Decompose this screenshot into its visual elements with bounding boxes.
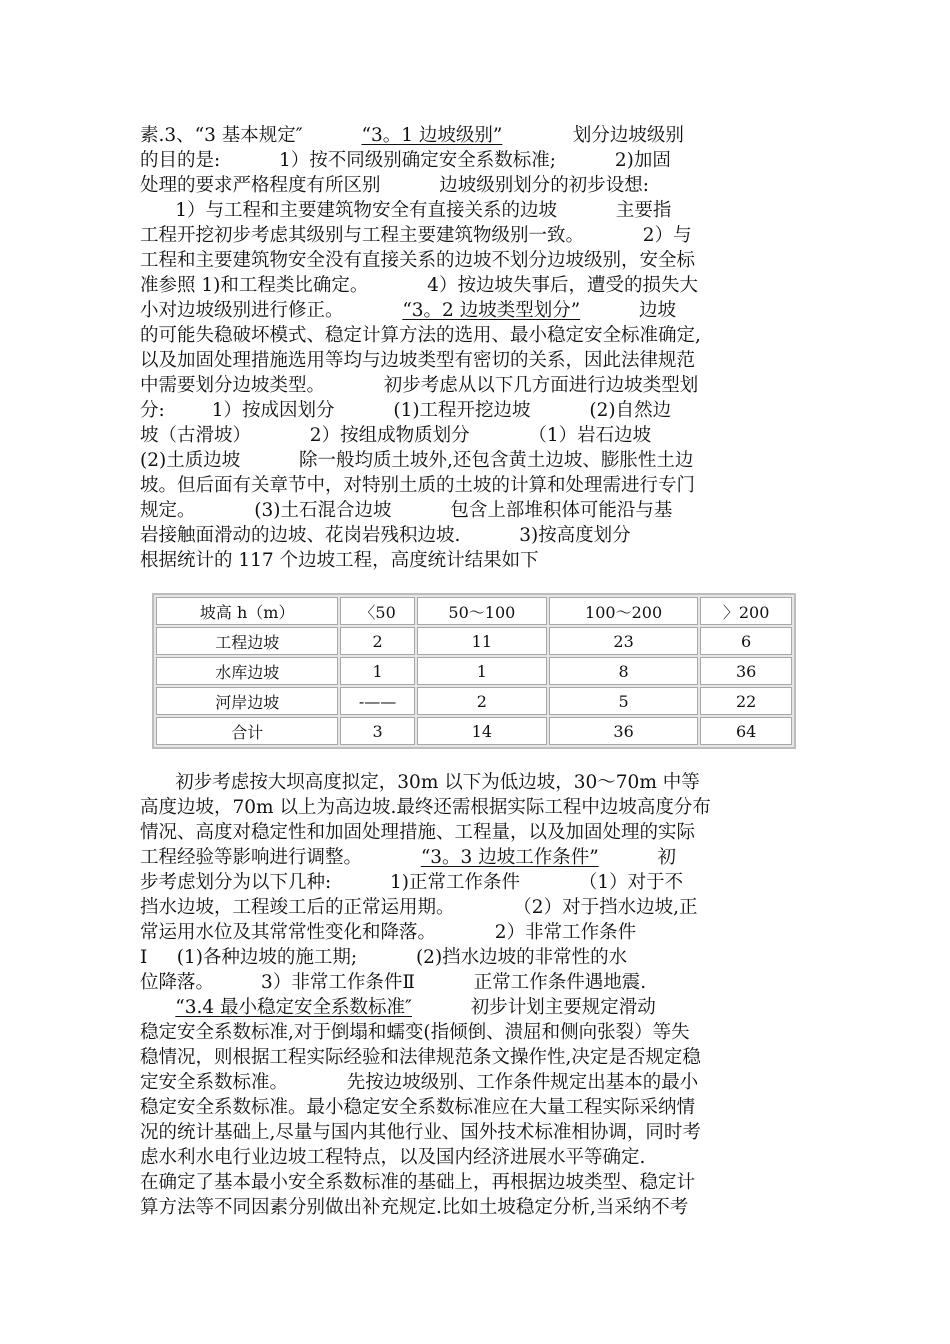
text-run: 根据统计的 117 个边坡工程，高度统计结果如下	[140, 550, 539, 571]
table-cell: 坡高 h（m）	[156, 597, 338, 625]
text-line	[140, 373, 805, 398]
text-line	[140, 473, 805, 498]
table-cell: 36	[549, 717, 698, 745]
table-cell: 2	[417, 687, 547, 715]
table-row	[156, 657, 792, 685]
text-run: 中需要划分边坡类型。 初步考虑从以下几方面进行边坡类型划	[140, 375, 699, 396]
text-line	[140, 1095, 805, 1120]
text-line	[140, 123, 805, 148]
text-run: 工程经验等影响进行调整。	[140, 847, 421, 868]
text-run: 情况、高度对稳定性和加固处理措施、工程量，以及加固处理的实际	[140, 822, 696, 843]
table-row	[156, 717, 792, 745]
text-line	[140, 1195, 805, 1220]
table-cell: 5	[549, 687, 698, 715]
text-run: 小对边坡级别进行修正。	[140, 300, 403, 321]
section-heading: “3。1 边坡级别”	[361, 125, 503, 146]
text-line	[140, 173, 805, 198]
text-run: (2)土质边坡 除一般均质土坡外,还包含黄土边坡、膨胀性土边	[140, 450, 694, 471]
text-line	[140, 795, 805, 820]
section-heading: “3。3 边坡工作条件”	[420, 847, 599, 868]
text-run: 高度边坡，70m 以上为高边坡.最终还需根据实际工程中边坡高度分布	[140, 797, 711, 818]
table-cell: 6	[700, 627, 792, 655]
text-line	[140, 398, 805, 423]
text-line	[140, 1170, 805, 1195]
text-line	[140, 448, 805, 473]
table-cell: 14	[417, 717, 547, 745]
text-run: 算方法等不同因素分别做出补充规定.比如土坡稳定分析,当采纳不考	[140, 1197, 689, 1218]
text-run: 况的统计基础上,尽量与国内其他行业、国外技术标准相协调，同时考	[140, 1122, 701, 1143]
text-run: 工程和主要建筑物安全没有直接关系的边坡不划分边坡级别，安全标	[140, 250, 696, 271]
text-run: 在确定了基本最小安全系数标准的基础上，再根据边坡类型、稳定计	[140, 1172, 696, 1193]
text-line	[140, 945, 805, 970]
section-heading: “3.4 最小稳定安全系数标准″	[175, 997, 412, 1018]
table-cell: -——	[340, 687, 414, 715]
table-cell: 36	[700, 657, 792, 685]
text-line	[140, 995, 805, 1020]
table-cell: 8	[549, 657, 698, 685]
text-line	[140, 248, 805, 273]
table-cell: 工程边坡	[156, 627, 338, 655]
text-run: Ⅰ (1)各种边坡的施工期; (2)挡水边坡的非常性的水	[140, 947, 628, 968]
text-line	[140, 970, 805, 995]
text-line	[140, 1020, 805, 1045]
text-line	[140, 323, 805, 348]
paragraph-working-conditions	[140, 770, 805, 1220]
table-cell: 50～100	[417, 597, 547, 625]
text-line	[140, 498, 805, 523]
text-run: 工程开挖初步考虑其级别与工程主要建筑物级别一致。 2）与	[140, 225, 692, 246]
table-header-row	[156, 597, 792, 625]
text-run: 分: 1）按成因划分 (1)工程开挖边坡 (2)自然边	[140, 400, 672, 421]
text-run: 坡（古滑坡） 2）按组成物质划分 （1）岩石边坡	[140, 425, 652, 446]
table-cell: 2	[340, 627, 414, 655]
table-cell: 11	[417, 627, 547, 655]
text-run: 规定。 (3)土石混合边坡 包含上部堆积体可能沿与基	[140, 500, 673, 521]
text-line	[140, 298, 805, 323]
text-line	[140, 423, 805, 448]
table-cell: 22	[700, 687, 792, 715]
text-line	[140, 273, 805, 298]
text-run: 边坡	[580, 300, 676, 321]
text-line	[140, 1045, 805, 1070]
text-line	[140, 523, 805, 548]
text-run: 以及加固处理措施选用等均与边坡类型有密切的关系，因此法律规范	[140, 350, 696, 371]
text-run: 稳定安全系数标准,对于倒塌和蠕变(指倾倒、溃屈和侧向张裂）等失	[140, 1022, 690, 1043]
text-run: 位降落。 3）非常工作条件Ⅱ 正常工作条件遇地震.	[140, 972, 647, 993]
text-line	[140, 770, 805, 795]
text-run	[140, 997, 175, 1018]
text-run: 的目的是: 1）按不同级别确定安全系数标准; 2)加固	[140, 150, 671, 171]
table-cell: 1	[340, 657, 414, 685]
text-run: 稳定安全系数标准。最小稳定安全系数标准应在大量工程实际采纳情	[140, 1097, 696, 1118]
text-line	[140, 920, 805, 945]
text-line	[140, 198, 805, 223]
text-run: 定安全系数标准。 先按边坡级别、工作条件规定出基本的最小	[140, 1072, 699, 1093]
text-run: 的可能失稳破坏模式、稳定计算方法的选用、最小稳定安全标准确定,	[140, 325, 701, 346]
table-cell: 河岸边坡	[156, 687, 338, 715]
text-line	[140, 895, 805, 920]
text-run: 常运用水位及其常常性变化和降落。 2）非常工作条件	[140, 922, 637, 943]
text-line	[140, 1070, 805, 1095]
table-cell: 合计	[156, 717, 338, 745]
table-cell: 64	[700, 717, 792, 745]
table-cell: 100～200	[549, 597, 698, 625]
text-line	[140, 548, 805, 573]
table-cell: 水库边坡	[156, 657, 338, 685]
section-heading: “3。2 边坡类型划分”	[402, 300, 581, 321]
text-line	[140, 223, 805, 248]
text-run: 初	[598, 847, 676, 868]
table-cell: 〉200	[700, 597, 792, 625]
text-run: 初步考虑按大坝高度拟定，30m 以下为低边坡，30～70m 中等	[140, 772, 700, 793]
text-line	[140, 1145, 805, 1170]
table-row	[156, 627, 792, 655]
text-line	[140, 870, 805, 895]
text-run: 处理的要求严格程度有所区别 边坡级别划分的初步设想:	[140, 175, 650, 196]
text-line	[140, 845, 805, 870]
text-line	[140, 1120, 805, 1145]
text-run: 坡。但后面有关章节中，对特别土质的土坡的计算和处理需进行专门	[140, 475, 696, 496]
text-line	[140, 820, 805, 845]
text-run: 步考虑划分为以下几种: 1)正常工作条件 （1）对于不	[140, 872, 684, 893]
text-run: 挡水边坡，工程竣工后的正常运用期。 （2）对于挡水边坡,正	[140, 897, 698, 918]
text-run: 稳情况，则根据工程实际经验和法律规范条文操作性,决定是否规定稳	[140, 1047, 701, 1068]
text-run: 准参照 1)和工程类比确定。 4）按边坡失事后，遭受的损失大	[140, 275, 698, 296]
paragraph-slope-classification	[140, 123, 805, 573]
table-cell: 23	[549, 627, 698, 655]
table-cell: 3	[340, 717, 414, 745]
text-run: 素.3、“3 基本规定″	[140, 125, 362, 146]
table-cell: 1	[417, 657, 547, 685]
text-run: 虑水利水电行业边坡工程特点，以及国内经济进展水平等确定.	[140, 1147, 646, 1168]
text-run: 初步计划主要规定滑动	[411, 997, 656, 1018]
slope-height-statistics-table	[152, 593, 796, 749]
table-row	[156, 687, 792, 715]
text-run: 1）与工程和主要建筑物安全有直接关系的边坡 主要指	[140, 200, 672, 221]
text-line	[140, 148, 805, 173]
text-line	[140, 348, 805, 373]
table-cell: 〈50	[340, 597, 414, 625]
text-run: 岩接触面滑动的边坡、花岗岩残积边坡. 3)按高度划分	[140, 525, 631, 546]
text-run: 划分边坡级别	[502, 125, 684, 146]
